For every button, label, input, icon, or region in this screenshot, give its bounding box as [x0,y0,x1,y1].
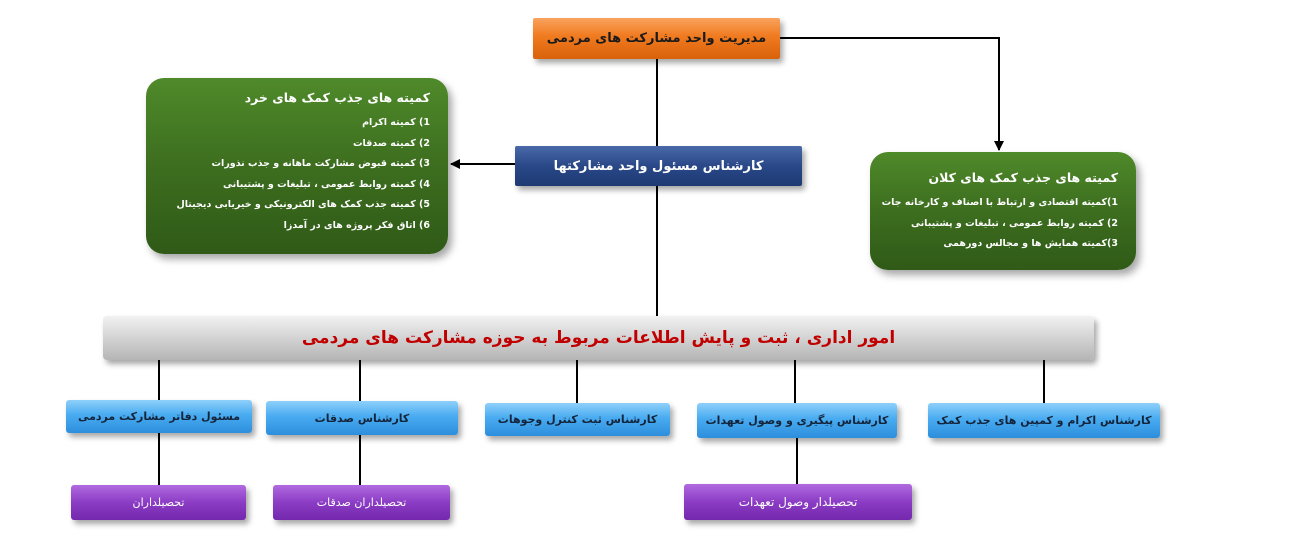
unit-expert-box: کارشناس مسئول واحد مشارکتها [515,146,802,186]
commitments-collector: تحصیلدار وصول تعهدات [684,484,912,520]
small-donations-committees-box [146,78,448,254]
sadaqat-collectors: تحصیلداران صدقات [273,485,450,520]
expert-ekram-campaigns: کارشناس اکرام و کمپین های جذب کمک [928,403,1160,438]
public-participation-offices-manager: مسئول دفاتر مشارکت مردمی [66,400,252,433]
unit-management-box: مدیریت واحد مشارکت های مردمی [533,18,780,59]
large-committee-item: 1)کمیته اقتصادی و ارتباط با اصناف و کارخانه جات [881,197,1118,208]
large-donations-committees-box [870,152,1136,270]
large-committees-title: کمیته های جذب کمک های کلان [928,170,1118,185]
small-committee-item: 5) کمیته جذب کمک های الکترونیکی و خیریابی دیجیتال [176,199,430,210]
admin-registration-bar: امور اداری ، ثبت و پایش اطلاعات مربوط به حوزه مشارکت های مردمی [103,316,1094,360]
small-committee-item: 6) اتاق فکر پروژه های در آمدزا [283,219,430,231]
small-committee-item: 3) کمیته قبوض مشارکت ماهانه و جذب نذورات [211,158,430,169]
collectors: تحصیلداران [71,485,246,520]
small-committee-item: 1) کمیته اکرام [362,117,430,128]
large-committee-item: 2) کمیته روابط عمومی ، تبلیغات و پشتیبانی [910,217,1118,229]
small-committees-title: کمیته های جذب کمک های خرد [244,90,430,105]
small-committee-item: 2) کمیته صدقات [353,137,430,149]
arrow-top-to-large-committees [780,38,999,150]
expert-sadaqat: کارشناس صدقات [266,401,458,435]
expert-commitments-followup: کارشناس پیگیری و وصول تعهدات [697,403,897,438]
large-committee-item: 3)کمیته همایش ها و مجالس دورهمی [943,238,1118,249]
small-committee-item: 4) کمیته روابط عمومی ، تبلیغات و پشتیبانی [222,178,430,190]
expert-funds-control: کارشناس ثبت کنترل وجوهات [485,403,670,436]
